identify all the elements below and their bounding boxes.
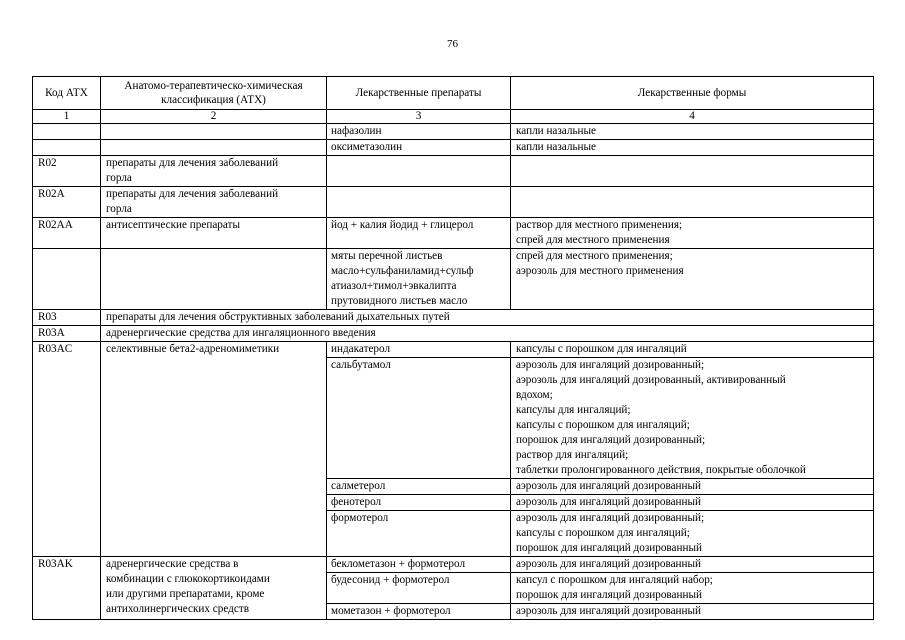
atx-class-line: препараты для лечения заболеваний	[106, 188, 279, 200]
header-dosage-forms: Лекарственные формы	[511, 77, 874, 110]
column-number-row	[33, 110, 874, 124]
atx-class-line: горла	[106, 172, 132, 184]
dosage-form: аэрозоль для ингаляций дозированный, активированный	[516, 374, 786, 386]
atx-class-cell	[101, 557, 327, 620]
atx-class-cell	[101, 218, 327, 249]
dosage-form: капсулы для ингаляций;	[516, 404, 631, 416]
dosage-form: капсулы с порошком для ингаляций;	[516, 527, 690, 539]
dosage-form: аэрозоль для ингаляций дозированный	[516, 558, 702, 570]
atx-class-line: антисептические препараты	[106, 219, 240, 231]
atx-class-line: препараты для лечения заболеваний	[106, 157, 279, 169]
forms-cell	[511, 557, 874, 573]
table-row	[33, 187, 874, 218]
forms-cell	[511, 218, 874, 249]
dosage-form: спрей для местного применения;	[516, 250, 673, 262]
drug-cell: формотерол	[327, 511, 511, 557]
atx-class-cell: адренергические средства для ингаляционного введения	[101, 326, 874, 342]
atx-class-line: или другими препаратами, кроме	[106, 588, 265, 600]
dosage-form: аэрозоль для ингаляций дозированный;	[516, 359, 705, 371]
atx-class-line: адренергические средства в	[106, 558, 239, 570]
drug-line: прутовидного листьев масло	[331, 295, 468, 307]
drug-cell	[327, 249, 511, 310]
atx-class-cell	[101, 342, 327, 557]
atx-code-cell	[33, 140, 101, 156]
dosage-form: порошок для ингаляций дозированный	[516, 589, 702, 601]
drug-cell: индакатерол	[327, 342, 511, 358]
dosage-form: спрей для местного применения	[516, 234, 670, 246]
table-row	[33, 218, 874, 249]
forms-cell	[511, 511, 874, 557]
forms-cell	[511, 342, 874, 358]
atx-code-cell: R02AA	[33, 218, 101, 249]
header-atx-code: Код АТХ	[33, 77, 101, 110]
drug-cell: беклометазон + формотерол	[327, 557, 511, 573]
drug-cell	[327, 187, 511, 218]
drug-cell: будесонид + формотерол	[327, 573, 511, 604]
dosage-form: капсул с порошком для ингаляций набор;	[516, 574, 713, 586]
forms-cell	[511, 156, 874, 187]
drug-line: атиазол+тимол+эвкалипта	[331, 280, 457, 292]
table-row	[33, 342, 874, 358]
dosage-form: порошок для ингаляций дозированный	[516, 542, 702, 554]
dosage-form: вдохом;	[516, 389, 553, 401]
dosage-form: таблетки пролонгированного действия, покрытые оболочкой	[516, 464, 806, 476]
atx-class-cell: препараты для лечения обструктивных заболеваний дыхательных путей	[101, 310, 874, 326]
dosage-form: аэрозоль для ингаляций дозированный;	[516, 512, 705, 524]
atx-table	[32, 76, 874, 620]
atx-code-cell: R02	[33, 156, 101, 187]
table-row	[33, 156, 874, 187]
atx-code-cell	[33, 124, 101, 140]
atx-code-cell: R03	[33, 310, 101, 326]
table-row	[33, 326, 874, 342]
column-number-1: 1	[33, 110, 101, 124]
table-row	[33, 124, 874, 140]
forms-cell	[511, 495, 874, 511]
atx-code-cell: R02A	[33, 187, 101, 218]
column-number-4: 4	[511, 110, 874, 124]
dosage-form: капли назальные	[516, 125, 597, 137]
drug-cell: нафазолин	[327, 124, 511, 140]
forms-cell	[511, 187, 874, 218]
forms-cell	[511, 573, 874, 604]
dosage-form: аэрозоль для ингаляций дозированный	[516, 480, 702, 492]
forms-cell	[511, 604, 874, 620]
forms-cell	[511, 124, 874, 140]
drug-line: мяты перечной листьев	[331, 250, 443, 262]
atx-class-line: горла	[106, 203, 132, 215]
forms-cell	[511, 140, 874, 156]
page-number: 76	[447, 38, 458, 50]
atx-code-cell: R03AK	[33, 557, 101, 620]
table-row	[33, 249, 874, 310]
table-row	[33, 557, 874, 573]
table-row	[33, 310, 874, 326]
column-number-2: 2	[101, 110, 327, 124]
atx-class-line: антихолинергических средств	[106, 603, 249, 615]
drug-line: масло+сульфаниламид+сульф	[331, 265, 474, 277]
atx-class-cell	[101, 187, 327, 218]
column-number-3: 3	[327, 110, 511, 124]
forms-cell	[511, 479, 874, 495]
forms-cell	[511, 249, 874, 310]
atx-code-cell: R03A	[33, 326, 101, 342]
drug-cell: салметерол	[327, 479, 511, 495]
atx-class-line: комбинации с глюкокортикоидами	[106, 573, 270, 585]
drug-cell: оксиметазолин	[327, 140, 511, 156]
forms-cell	[511, 358, 874, 479]
table-row	[33, 140, 874, 156]
atx-class-cell	[101, 140, 327, 156]
header-atx-classification: Анатомо-терапевтическо-химическая классификация (АТХ)	[101, 77, 327, 110]
atx-class-cell	[101, 124, 327, 140]
dosage-form: аэрозоль для ингаляций дозированный	[516, 496, 702, 508]
dosage-form: аэрозоль для ингаляций дозированный	[516, 605, 702, 617]
table-header-row	[33, 77, 874, 110]
drug-cell: сальбутамол	[327, 358, 511, 479]
atx-class-cell	[101, 156, 327, 187]
dosage-form: капли назальные	[516, 141, 597, 153]
drug-cell	[327, 156, 511, 187]
atx-code-cell: R03AC	[33, 342, 101, 557]
atx-class-cell	[101, 249, 327, 310]
dosage-form: капсулы с порошком для ингаляций	[516, 343, 687, 355]
drug-cell: мометазон + формотерол	[327, 604, 511, 620]
dosage-form: аэрозоль для местного применения	[516, 265, 684, 277]
dosage-form: порошок для ингаляций дозированный;	[516, 434, 706, 446]
atx-code-cell	[33, 249, 101, 310]
header-drugs: Лекарственные препараты	[327, 77, 511, 110]
drug-cell: фенотерол	[327, 495, 511, 511]
dosage-form: раствор для местного применения;	[516, 219, 683, 231]
dosage-form: раствор для ингаляций;	[516, 449, 629, 461]
dosage-form: капсулы с порошком для ингаляций;	[516, 419, 690, 431]
drug-cell: йод + калия йодид + глицерол	[327, 218, 511, 249]
atx-class-line: селективные бета2-адреномиметики	[106, 343, 280, 355]
